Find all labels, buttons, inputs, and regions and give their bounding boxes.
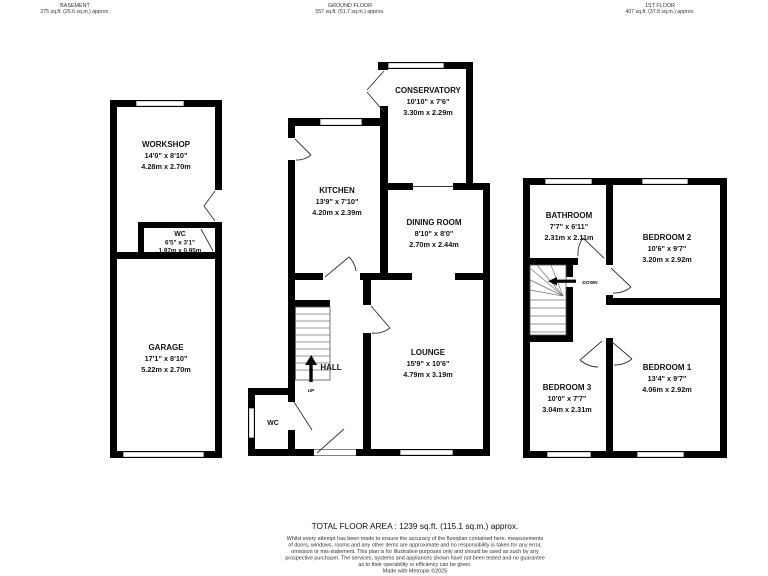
bedroom-3-dims-metric: 3.04m x 2.31m [542,405,592,414]
conservatory-window [388,63,444,68]
floor-headers [40,3,694,15]
workshop-window [136,101,184,106]
garage-dims-imperial: 17'1" x 8'10" [144,354,188,363]
ground-floor-plan [248,62,490,456]
bedroom-2-dims-imperial: 10'6" x 9'7" [647,244,687,253]
bathroom-label [544,211,594,242]
up-arrow-icon [305,355,317,382]
wc-basement-door [201,229,213,251]
wc-basement-dims-metric: 1.97m x 0.95m [158,247,202,255]
workshop-dims-imperial: 14'0" x 8'10" [144,151,188,160]
first-floor-header-area: 407 sq.ft. (37.8 sq.m.) approx. [625,9,695,15]
kitchen-dims-imperial: 13'9" x 7'10" [315,197,359,206]
disclaimer-line: omission or mis-statement. This plan is for illustrative purposes only and should be used as such by any [291,549,539,555]
landing-stairs [530,265,566,335]
front-door [314,429,356,456]
disclaimer-line: prospective purchaser. The services, systems and appliances shown have not been tested and no guarantee [285,555,545,562]
dining-room-dims-imperial: 8'10" x 8'0" [414,229,454,238]
credit-line: Made with Metropix ©2025 [382,568,448,575]
kitchen-hall-door [325,257,356,277]
bedroom-1-dims-metric: 4.06m x 2.92m [642,385,692,394]
disclaimer-line: of doors, windows, rooms and any other items are approximate and no responsibility is taken for any error, [288,542,542,549]
lounge-label [403,348,453,379]
dining-room-label [406,218,461,249]
ground-floor-header-title: GROUND FLOOR [327,3,373,9]
kitchen-window [320,119,362,125]
basement-header-area: 275 sq.ft. (25.6 sq.m.) approx. [40,9,110,15]
kitchen-name: KITCHEN [319,186,355,195]
footer [285,521,544,575]
first-floor-walls [523,178,727,458]
wc-basement-name: WC [174,231,186,238]
kitchen-side-door [295,139,311,160]
bedroom-2-name: BEDROOM 2 [642,233,692,242]
bedroom-1-dims-imperial: 13'4" x 9'7" [647,374,687,383]
workshop-name: WORKSHOP [142,140,190,149]
garage-name: GARAGE [148,343,184,352]
workshop-door [204,190,223,222]
bedroom-3-dims-imperial: 10'0" x 7'7" [547,394,587,403]
conservatory-label [395,86,461,117]
bedroom-2-door [611,268,631,293]
wc-ground-door [294,402,312,430]
bedroom-1-name: BEDROOM 1 [642,363,692,372]
wc-basement-label [159,231,202,255]
ground-floor-walls [248,62,490,456]
bedroom-2-window [642,179,688,184]
wc-ground-window [249,408,254,438]
lounge-door [371,306,390,333]
bedroom-2-label [642,233,692,264]
first-floor-plan [523,178,727,458]
basement-header-title: BASEMENT [60,3,90,9]
dining-room-dims-metric: 2.70m x 2.44m [409,240,459,249]
bedroom-3-name: BEDROOM 3 [542,383,592,392]
garage-dims-metric: 5.22m x 2.70m [141,365,191,374]
conservatory-dims-metric: 3.30m x 2.29m [403,108,453,117]
wc-basement-dims-imperial: 6'5" x 3'1" [165,239,195,247]
bedroom-1-door [611,341,632,365]
dining-room-name: DINING ROOM [406,218,462,227]
ground-floor-header-area: 557 sq.ft. (51.7 sq.m.) approx. [315,9,385,15]
up-label: UP [307,389,315,394]
bedroom-3-door [580,341,602,367]
bathroom-dims-metric: 2.31m x 2.11m [544,233,594,242]
down-label: DOWN [582,281,598,286]
lounge-name: LOUNGE [410,348,446,357]
bedroom-1-label [642,363,692,394]
conservatory-dims-imperial: 10'10" x 7'6" [406,97,450,106]
workshop-dims-metric: 4.28m x 2.70m [141,162,191,171]
bedroom-2-dims-metric: 3.20m x 2.92m [642,255,692,264]
kitchen-dims-metric: 4.20m x 2.39m [312,208,362,217]
conservatory-name: CONSERVATORY [395,86,461,95]
workshop-label [141,140,191,171]
garage-door-opening [123,452,204,457]
down-arrow-icon [548,277,576,286]
lounge-window [400,450,453,455]
bathroom-window [545,179,592,184]
total-floor-area: TOTAL FLOOR AREA : 1239 sq.ft. (115.1 sq.m.) approx. [311,521,519,531]
conservatory-door [367,71,384,112]
lounge-dims-imperial: 15'9" x 10'6" [406,359,450,368]
bedroom-1-window [637,452,684,457]
bedroom-3-label [542,383,592,414]
wc-ground-name: WC [267,420,279,427]
hall-name: HALL [320,363,342,372]
disclaimer-line: as to their operability or efficiency can be given. [358,562,472,568]
garage-label [141,343,191,374]
first-floor-header-title: 1ST FLOOR [645,3,675,9]
kitchen-label [312,186,362,217]
disclaimer-line: Whilst every attempt has been made to ensure the accuracy of the floorplan contained here, measurements [286,536,544,542]
basement-plan [110,100,223,458]
bedroom-3-window [547,452,591,457]
lounge-dims-metric: 4.79m x 3.19m [403,370,453,379]
bathroom-dims-imperial: 7'7" x 6'11" [549,222,589,231]
bathroom-name: BATHROOM [545,211,593,220]
